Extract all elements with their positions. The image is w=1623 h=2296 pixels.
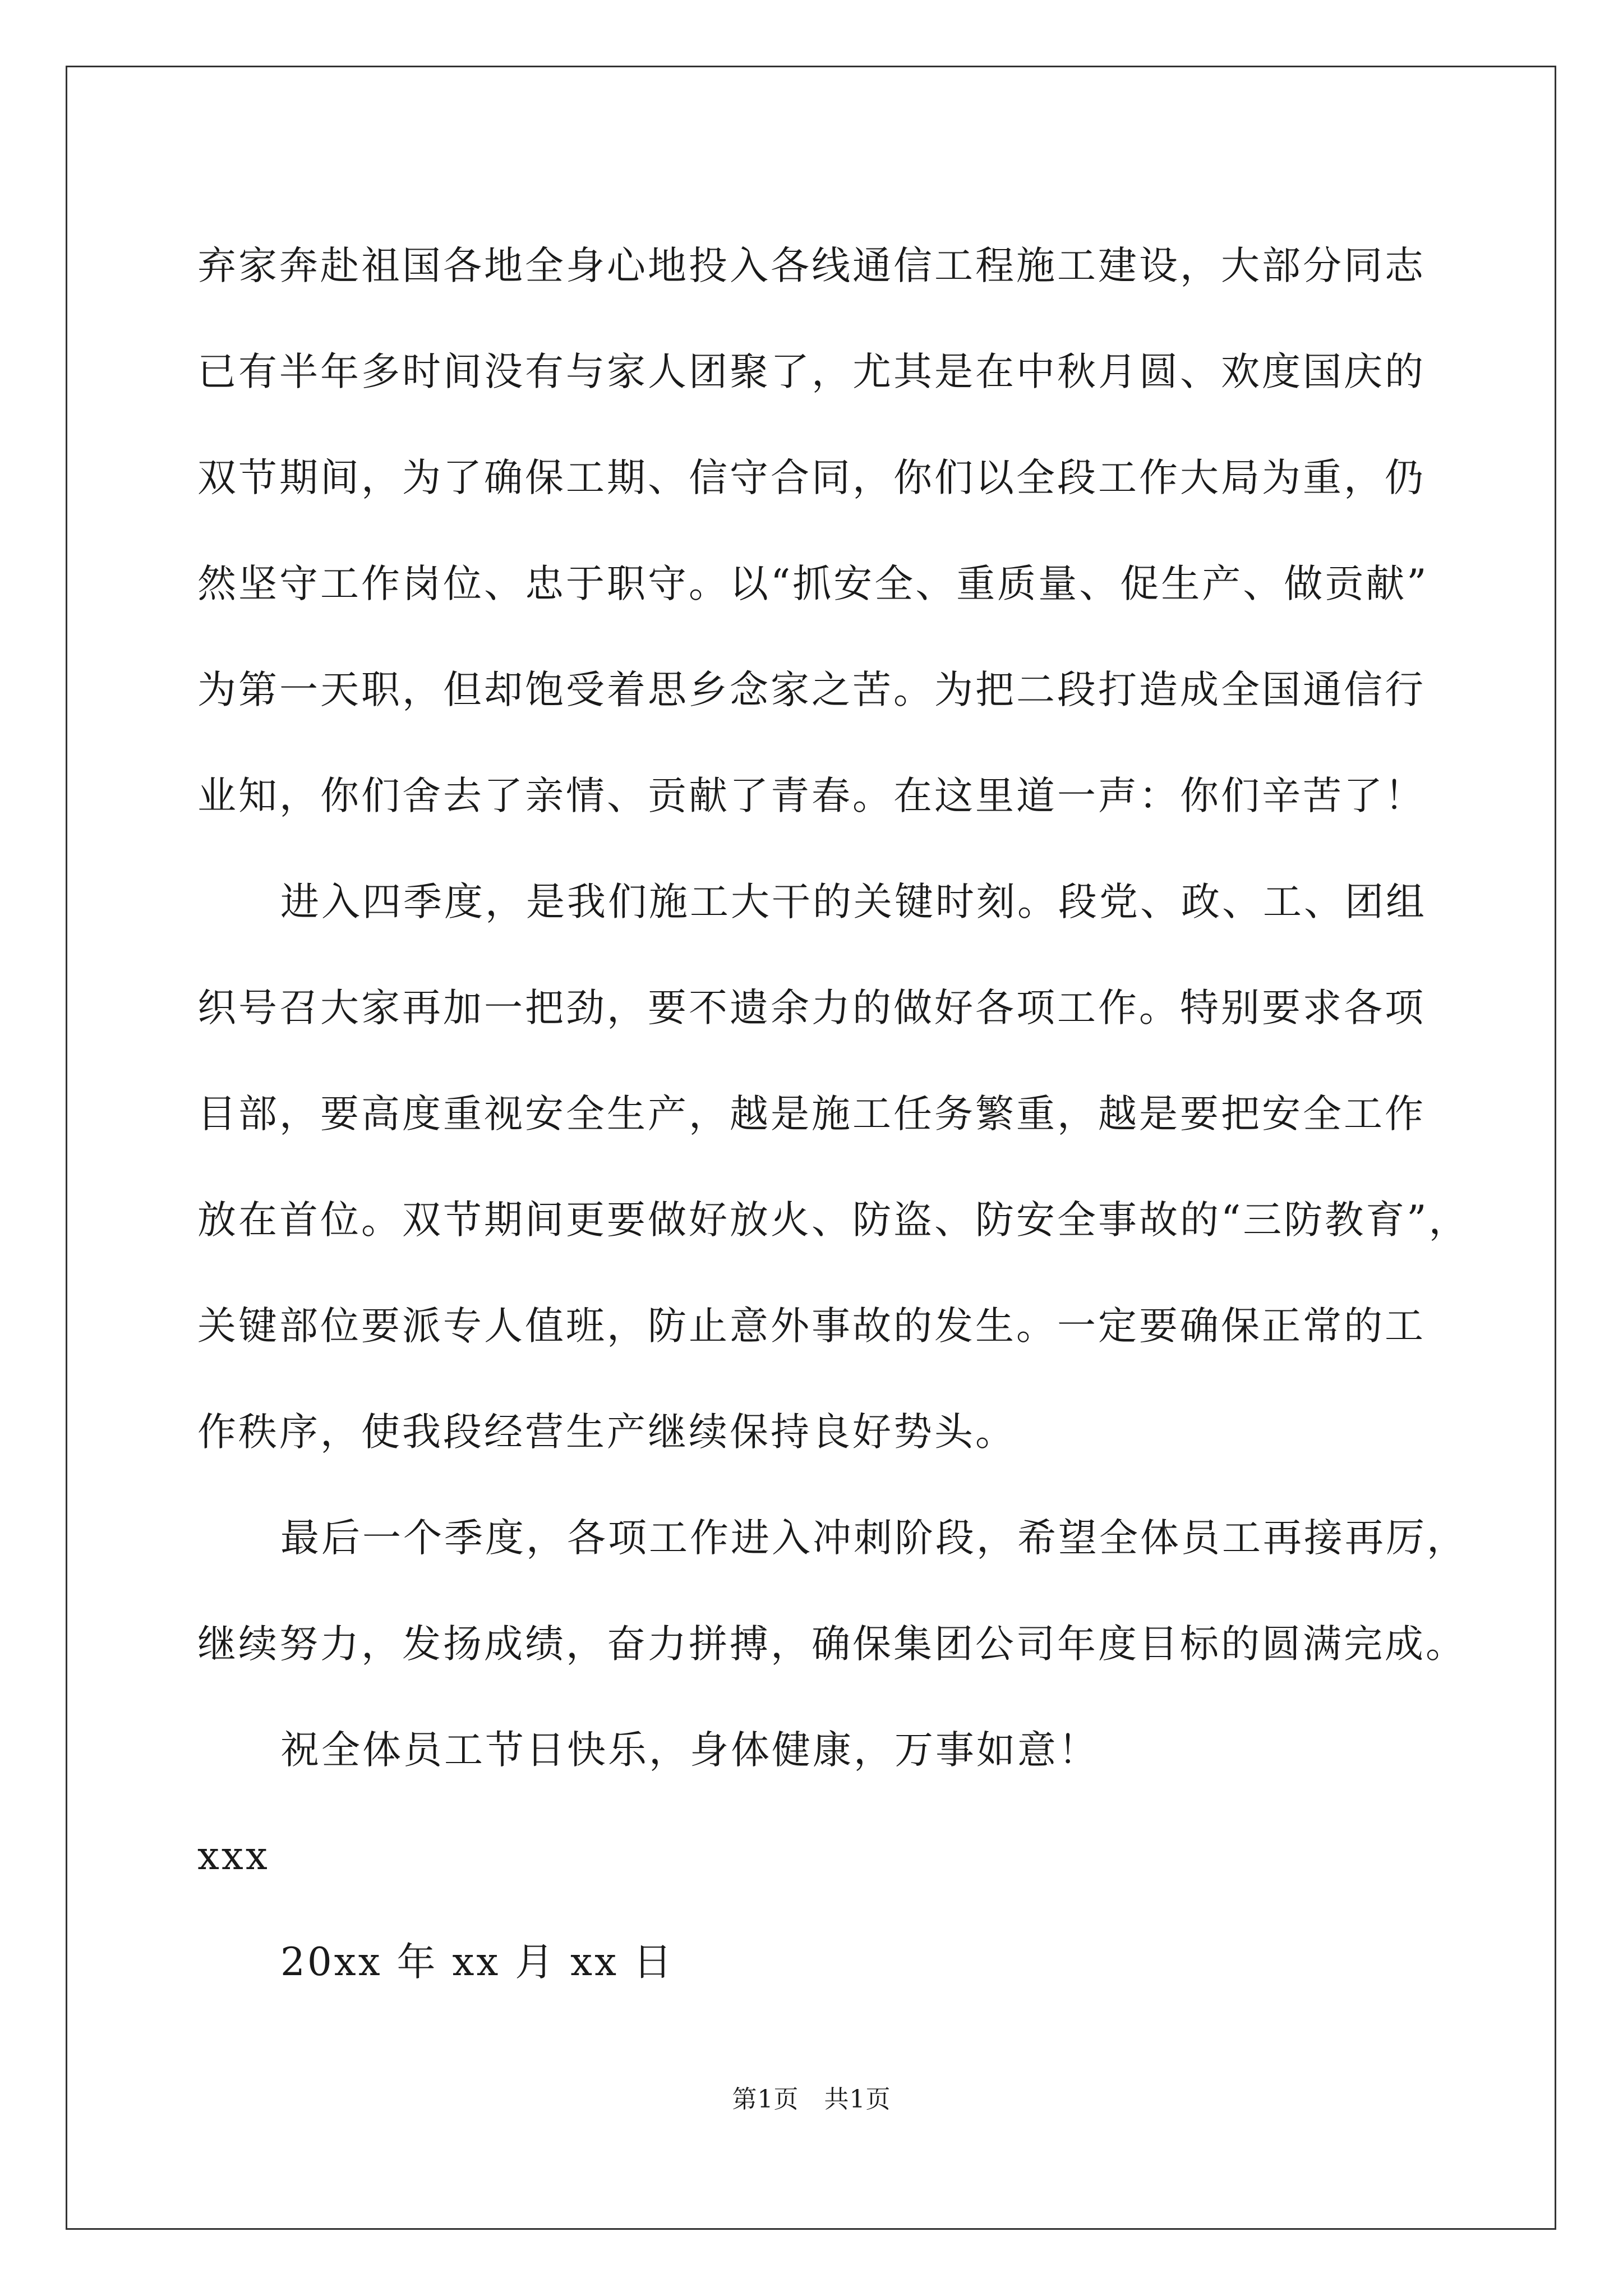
text-line: 继续努力，发扬成绩，奋力拼搏，确保集团公司年度目标的圆满完成。: [197, 1622, 1467, 1667]
text-line: 双节期间，为了确保工期、信守合同，你们以全段工作大局为重，仍: [197, 455, 1426, 500]
text-line: 已有半年多时间没有与家人团聚了，尤其是在中秋月圆、欢度国庆的: [197, 349, 1426, 394]
text-line: 目部，要高度重视安全生产，越是施工任务繁重，越是要把安全工作: [197, 1092, 1426, 1137]
letter-date: 20xx 年 xx 月 xx 日: [280, 1940, 674, 1985]
closing-wish-line: 祝全体员工节日快乐，身体健康，万事如意！: [280, 1728, 1099, 1773]
text-line: 业知，你们舍去了亲情、贡献了青春。在这里道一声：你们辛苦了！: [197, 774, 1426, 818]
text-line: 放在首位。双节期间更要做好放火、防盗、防安全事故的“三防教育”，: [197, 1198, 1470, 1243]
paragraph-start-line: 最后一个季度，各项工作进入冲刺阶段，希望全体员工再接再厉，: [280, 1516, 1468, 1561]
text-line: 弃家奔赴祖国各地全身心地投入各线通信工程施工建设，大部分同志: [197, 243, 1426, 288]
paragraph-start-line: 进入四季度，是我们施工大干的关键时刻。段党、政、工、团组: [280, 880, 1427, 924]
signer-name: xxx: [197, 1834, 270, 1879]
text-line: 作秩序，使我段经营生产继续保持良好势头。: [197, 1410, 1016, 1455]
text-line: 为第一天职，但却饱受着思乡念家之苦。为把二段打造成全国通信行: [197, 668, 1426, 712]
page-footer: [0, 2079, 1623, 2115]
letter-body: [197, 213, 1470, 2016]
text-line: 织号召大家再加一把劲，要不遗余力的做好各项工作。特别要求各项: [197, 986, 1426, 1030]
text-line: 然坚守工作岗位、忠于职守。以“抓安全、重质量、促生产、做贡献”: [197, 562, 1429, 606]
text-line: 关键部位要派专人值班，防止意外事故的发生。一定要确保正常的工: [197, 1304, 1426, 1349]
page-number: 第1页 共1页: [732, 2085, 891, 2114]
